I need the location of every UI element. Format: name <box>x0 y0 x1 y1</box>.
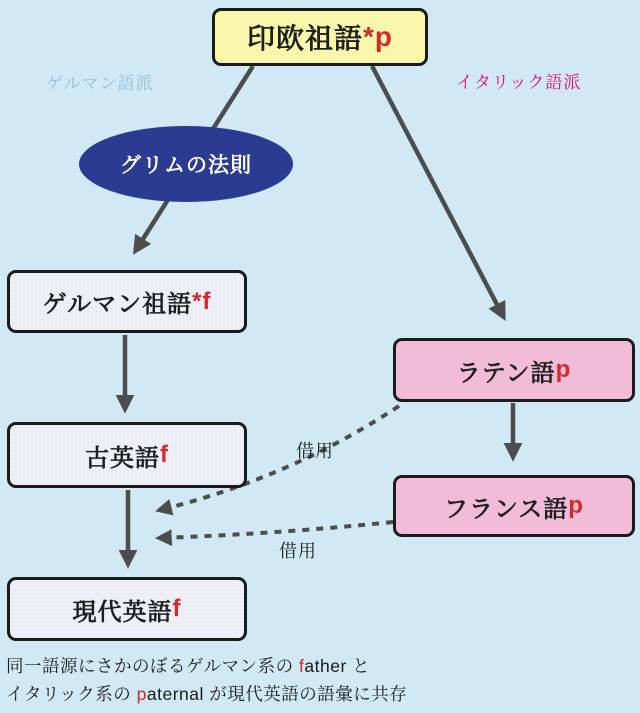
node-grimms-law: グリムの法則 <box>79 126 293 202</box>
caption-line-1: 同一語源にさかのぼるゲルマン系の father と <box>6 656 371 676</box>
node-old-english: 古英語 f <box>7 422 247 488</box>
arrow-pie-to-latin <box>372 66 503 316</box>
node-proto-indo-european: 印欧祖語 *p <box>212 8 428 66</box>
caption-line-2: イタリック系の paternal が現代英語の語彙に共存 <box>6 684 408 704</box>
node-modern-english: 現代英語 f <box>7 577 247 641</box>
edge-label-borrow-latin: 借用 <box>296 441 334 461</box>
node-proto-germanic: ゲルマン祖語 *f <box>7 270 247 333</box>
node-french: フランス語 p <box>393 475 635 537</box>
branch-label-italic: イタリック語派 <box>456 73 582 92</box>
branch-label-germanic: ゲルマン語派 <box>46 74 154 93</box>
arrow-borrow-french-to-english <box>160 522 393 538</box>
caption <box>6 652 407 708</box>
node-latin: ラテン語 p <box>393 338 635 402</box>
edge-label-borrow-french: 借用 <box>279 541 317 561</box>
